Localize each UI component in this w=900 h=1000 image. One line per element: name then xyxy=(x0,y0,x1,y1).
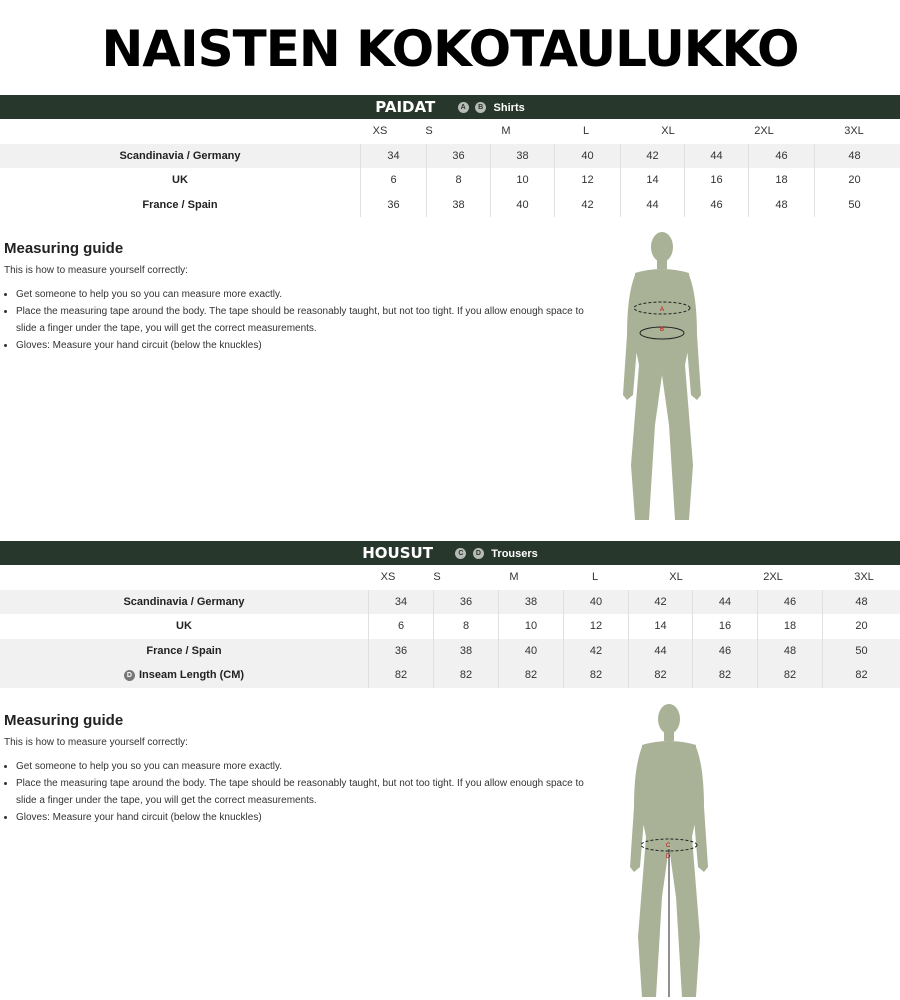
trousers-header-s: S xyxy=(433,571,441,583)
guide-intro: This is how to measure yourself correctly: xyxy=(4,265,188,276)
table-cell: 82 xyxy=(433,663,498,688)
table-cell: 38 xyxy=(490,144,554,169)
table-cell: 82 xyxy=(368,663,433,688)
shirts-header-row xyxy=(0,119,900,144)
table-cell: 16 xyxy=(684,168,748,193)
trousers-measuring-guide xyxy=(4,712,604,826)
list-item: • Get someone to help you so you can measure more exactly. xyxy=(16,286,604,303)
row-label xyxy=(0,663,368,688)
body-figure-icon xyxy=(612,697,727,997)
table-cell: 36 xyxy=(426,144,490,169)
row-label: UK xyxy=(176,620,192,632)
trousers-header-2xl: 2XL xyxy=(763,571,783,583)
table-cell: 42 xyxy=(563,639,628,664)
table-cell: 46 xyxy=(684,193,748,218)
row-label: UK xyxy=(172,174,188,186)
table-cell: 46 xyxy=(757,590,822,615)
table-cell: 10 xyxy=(490,168,554,193)
list-item: • Place the measuring tape around the body. The tape should be reasonably taught, but not too tight. If you allow enough space to slide a finger under the tape, you will get the correct measurements. xyxy=(16,303,604,337)
table-cell: 6 xyxy=(360,168,426,193)
shirts-band xyxy=(0,95,900,119)
page-title: NAISTEN KOKOTAULUKKO xyxy=(101,20,799,78)
table-cell: 10 xyxy=(498,614,563,639)
table-cell: 40 xyxy=(490,193,554,218)
trousers-band-subtitle: Trousers xyxy=(491,547,538,560)
badge-d-icon: D xyxy=(473,548,484,559)
shirts-header-s: S xyxy=(425,125,433,137)
shirts-band-subtitle: Shirts xyxy=(493,101,525,114)
table-cell: 36 xyxy=(368,639,433,664)
table-cell: 38 xyxy=(433,639,498,664)
table-cell: 16 xyxy=(692,614,757,639)
table-cell: 18 xyxy=(748,168,814,193)
table-cell: 36 xyxy=(360,193,426,218)
table-cell: 34 xyxy=(368,590,433,615)
table-row xyxy=(0,590,900,615)
table-cell: 34 xyxy=(360,144,426,169)
table-cell: 38 xyxy=(498,590,563,615)
guide-intro: This is how to measure yourself correctly: xyxy=(4,737,188,748)
trousers-band-title: HOUSUT xyxy=(362,544,433,562)
shirts-measuring-guide xyxy=(4,240,604,354)
table-cell: 14 xyxy=(620,168,684,193)
trousers-header-3xl: 3XL xyxy=(854,571,874,583)
table-cell: 46 xyxy=(692,639,757,664)
trousers-band xyxy=(0,541,900,565)
trousers-header-m: M xyxy=(509,571,519,583)
list-item: • Place the measuring tape around the body. The tape should be reasonably taught, but not too tight. If you allow enough space to slide a finger under the tape, you will get the correct measurements. xyxy=(16,775,604,809)
trousers-header-xl: XL xyxy=(669,571,683,583)
table-cell: 14 xyxy=(628,614,692,639)
row-label: Scandinavia / Germany xyxy=(123,595,245,608)
table-cell: 42 xyxy=(620,144,684,169)
figure-mark-a: A xyxy=(660,307,665,313)
table-row xyxy=(0,614,900,639)
shirts-header-2xl: 2XL xyxy=(754,125,774,137)
inseam-label: Inseam Length (CM) xyxy=(138,669,245,681)
badge-c-icon: C xyxy=(455,548,466,559)
table-cell: 48 xyxy=(822,590,900,615)
shirts-header-l: L xyxy=(582,125,590,137)
table-cell: 82 xyxy=(628,663,692,688)
table-cell: 8 xyxy=(433,614,498,639)
trousers-header-row xyxy=(0,565,900,590)
table-cell: 48 xyxy=(757,639,822,664)
table-cell: 8 xyxy=(426,168,490,193)
table-cell: 40 xyxy=(563,590,628,615)
row-label: France / Spain xyxy=(142,198,218,211)
table-cell: 82 xyxy=(692,663,757,688)
list-item: • Get someone to help you so you can measure more exactly. xyxy=(16,758,604,775)
table-cell: 12 xyxy=(563,614,628,639)
list-item: • Gloves: Measure your hand circuit (below the knuckles) xyxy=(16,809,604,826)
table-cell: 36 xyxy=(433,590,498,615)
table-cell: 44 xyxy=(628,639,692,664)
row-label: France / Spain xyxy=(146,644,222,657)
table-cell: 20 xyxy=(814,168,894,193)
table-cell: 20 xyxy=(822,614,900,639)
shirts-header-xs: XS xyxy=(372,125,388,137)
table-cell: 48 xyxy=(748,193,814,218)
table-cell: 82 xyxy=(498,663,563,688)
figure-mark-b: B xyxy=(660,327,665,333)
table-cell: 6 xyxy=(368,614,433,639)
badge-b-icon: B xyxy=(475,102,486,113)
table-row xyxy=(0,168,900,193)
table-cell: 38 xyxy=(426,193,490,218)
table-cell: 82 xyxy=(563,663,628,688)
table-row xyxy=(0,663,900,688)
table-cell: 18 xyxy=(757,614,822,639)
table-row xyxy=(0,144,900,169)
table-cell: 46 xyxy=(748,144,814,169)
table-cell: 44 xyxy=(684,144,748,169)
table-cell: 50 xyxy=(822,639,900,664)
table-cell: 82 xyxy=(757,663,822,688)
table-cell: 40 xyxy=(498,639,563,664)
badge-d-icon: D xyxy=(124,670,135,681)
table-cell: 12 xyxy=(554,168,620,193)
table-cell: 42 xyxy=(628,590,692,615)
figure-mark-d: D xyxy=(666,854,671,860)
badge-a-icon: A xyxy=(458,102,469,113)
table-row xyxy=(0,639,900,664)
figure-mark-c: C xyxy=(666,843,671,849)
shirts-band-title: PAIDAT xyxy=(375,98,436,116)
trousers-header-xs: XS xyxy=(380,571,396,583)
shirts-header-3xl: 3XL xyxy=(844,125,864,137)
list-item: • Gloves: Measure your hand circuit (below the knuckles) xyxy=(16,337,604,354)
table-row xyxy=(0,193,900,218)
table-cell: 44 xyxy=(620,193,684,218)
guide-heading: Measuring guide xyxy=(4,712,124,729)
table-cell: 82 xyxy=(822,663,900,688)
table-cell: 44 xyxy=(692,590,757,615)
shirts-header-xl: XL xyxy=(661,125,675,137)
table-cell: 48 xyxy=(814,144,894,169)
table-cell: 50 xyxy=(814,193,894,218)
body-figure-icon xyxy=(605,225,720,525)
shirts-header-m: M xyxy=(501,125,511,137)
guide-heading: Measuring guide xyxy=(4,240,124,257)
table-cell: 42 xyxy=(554,193,620,218)
row-label: Scandinavia / Germany xyxy=(119,149,241,162)
table-cell: 40 xyxy=(554,144,620,169)
trousers-header-l: L xyxy=(591,571,599,583)
